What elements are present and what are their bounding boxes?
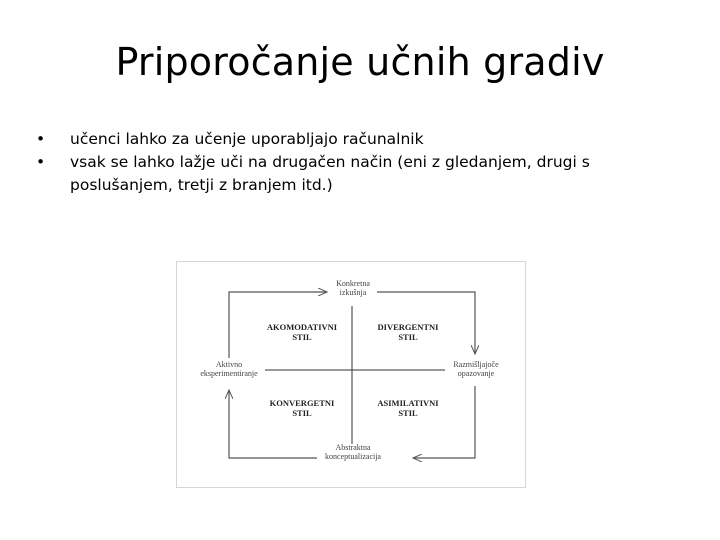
bullet-item: [36, 128, 696, 151]
bullet-list: [36, 128, 696, 197]
learning-styles-diagram: [176, 261, 526, 488]
quadrant-accommodating: AKOMODATIVNI STIL: [266, 322, 338, 342]
bullet-icon: •: [36, 153, 46, 171]
bullet-item: [36, 151, 696, 197]
label-concrete-experience: Konkretna izkušnja: [336, 279, 370, 297]
bullet-text: učenci lahko za učenje uporabljajo računalnik: [70, 130, 424, 148]
label-active-experimentation: Aktivno eksperimentiranje: [200, 360, 258, 378]
bullet-icon: •: [36, 130, 46, 148]
label-abstract-conceptualization: Abstraktna konceptualizacija: [325, 443, 381, 461]
label-reflective-observation: Razmišljajoče opazovanje: [453, 360, 499, 378]
quadrant-assimilating: ASIMILATIVNI STIL: [377, 398, 439, 418]
quadrant-converging: KONVERGETNI STIL: [269, 398, 335, 418]
bullet-text: vsak se lahko lažje uči na drugačen način (eni z gledanjem, drugi s poslušanjem, tretji z branjem itd.): [70, 153, 590, 194]
quadrant-diverging: DIVERGENTNI STIL: [377, 322, 439, 342]
cycle-arrow-bottom-right: [413, 386, 475, 458]
slide-title: Priporočanje učnih gradiv: [115, 40, 605, 84]
